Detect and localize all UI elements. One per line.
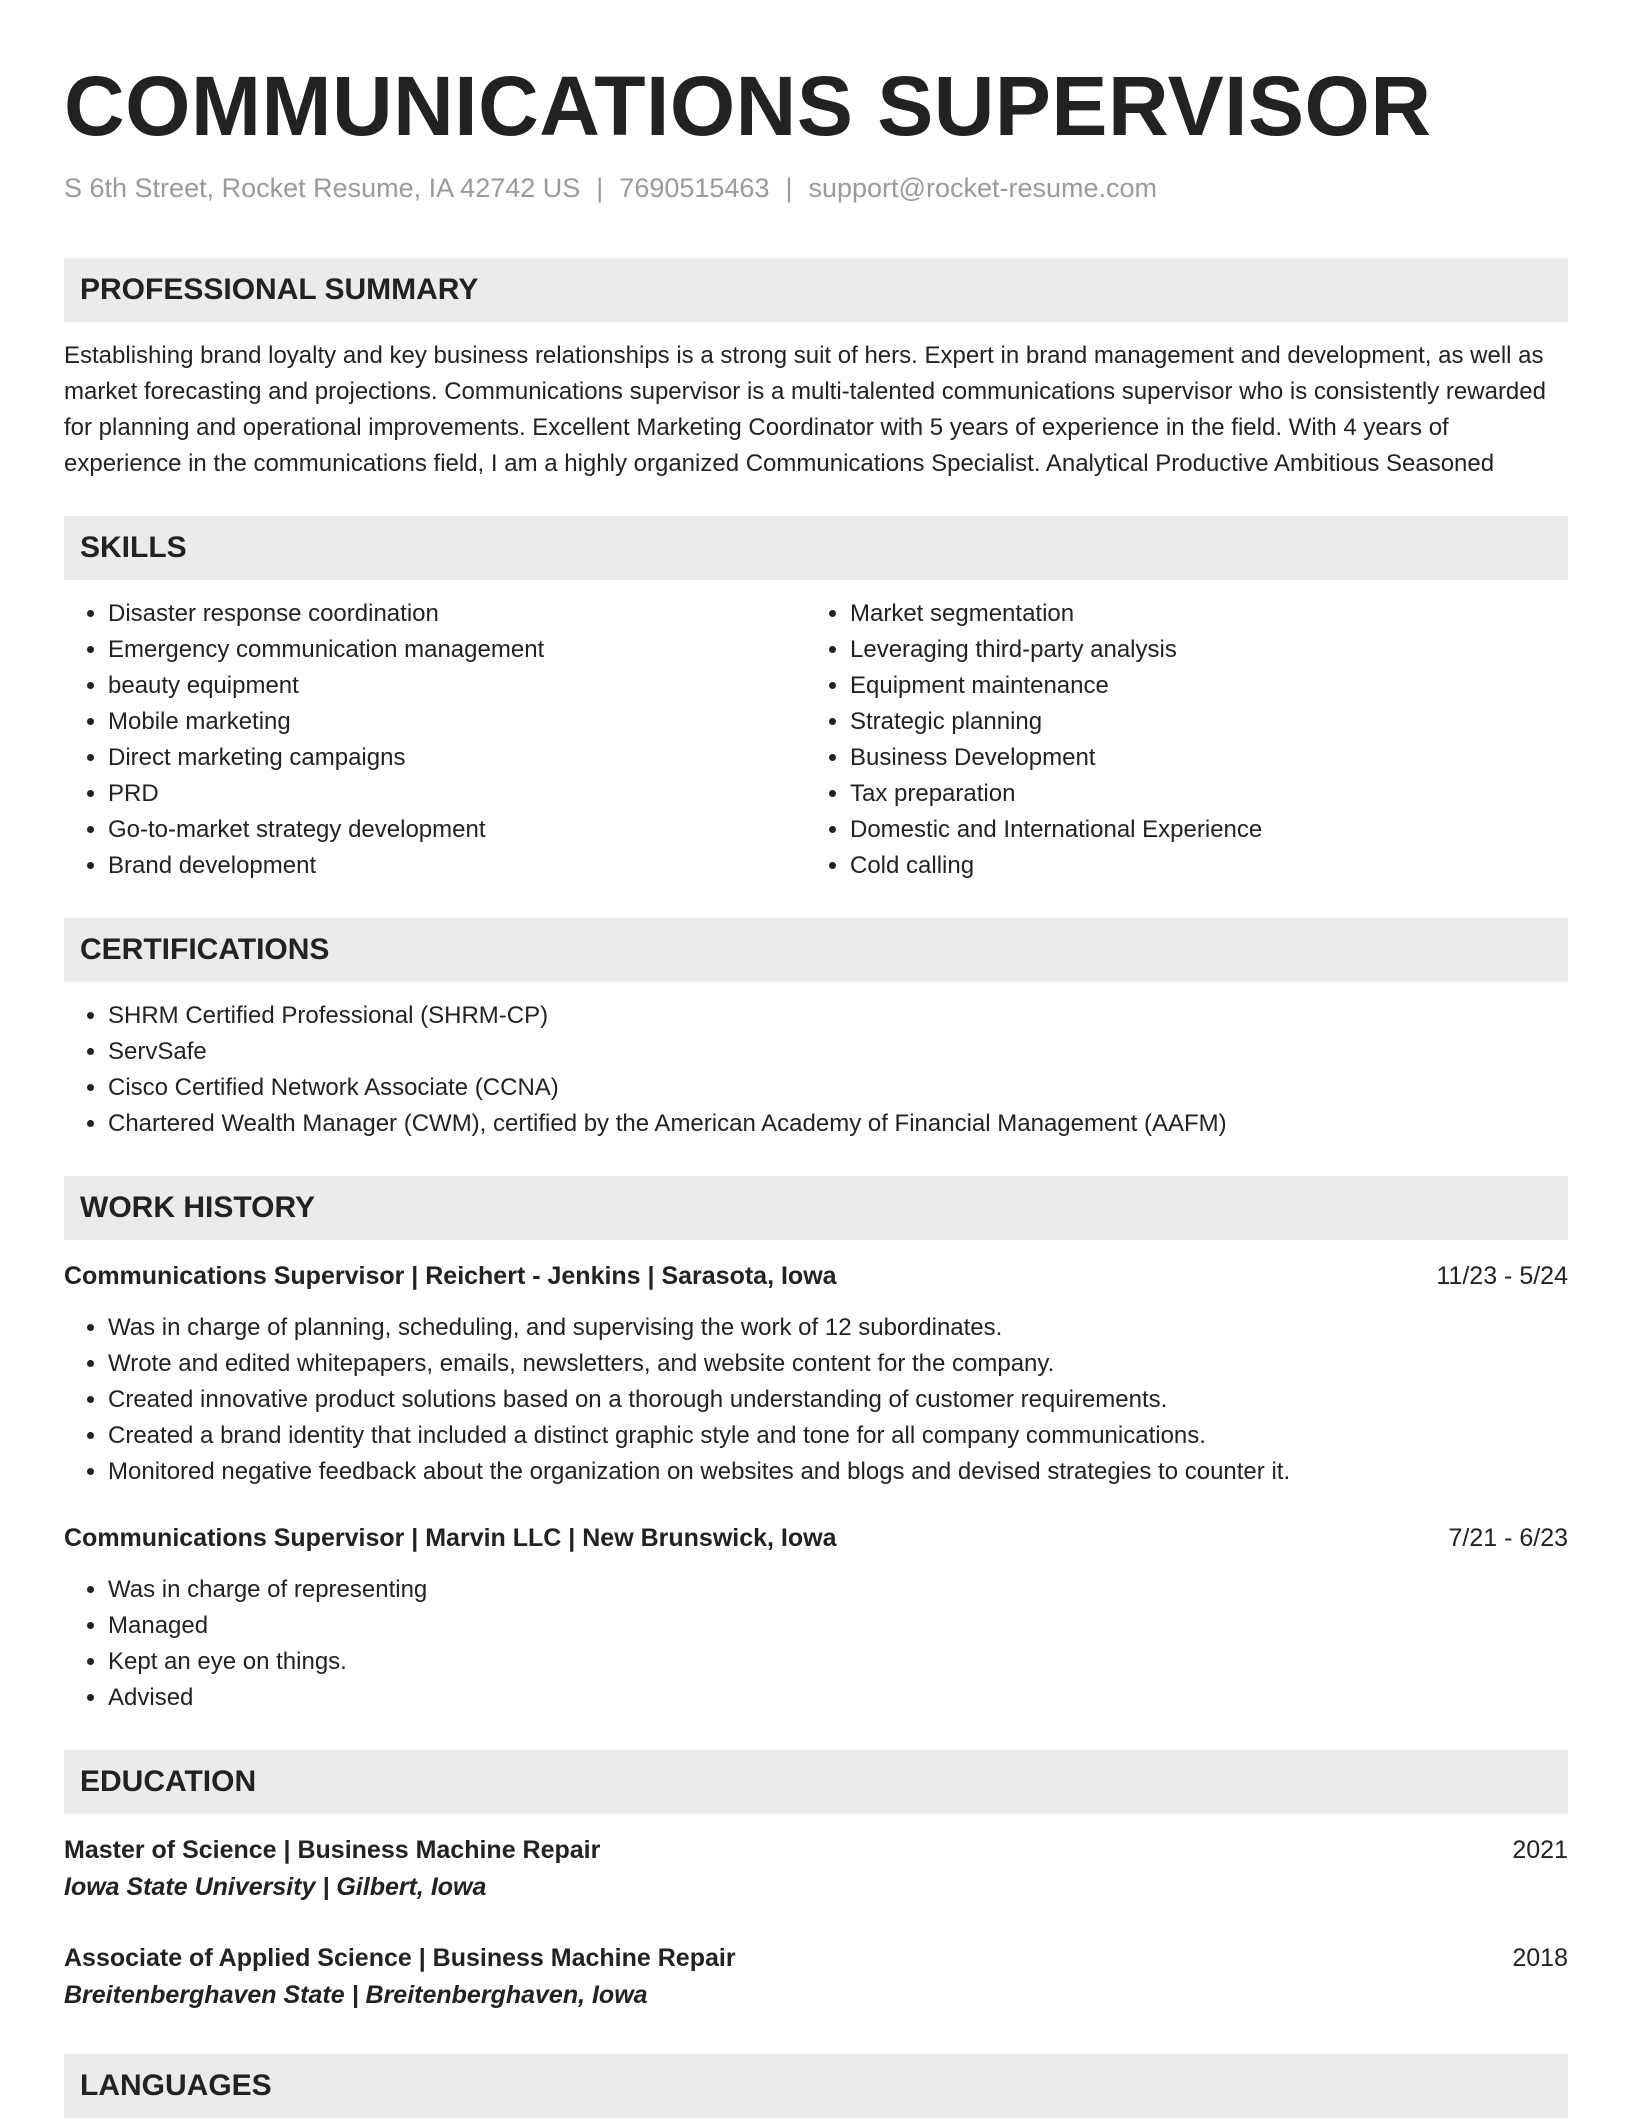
section-header-summary (64, 258, 1568, 322)
job-title: Communications Supervisor | Reichert - Jenkins | Sarasota, Iowa (64, 1262, 837, 1290)
skill-item: • Market segmentation (850, 596, 1548, 632)
contact-separator: | (596, 173, 604, 203)
skill-item: • Direct marketing campaigns (108, 740, 806, 776)
job-title: Communications Supervisor | Marvin LLC | New Brunswick, Iowa (64, 1524, 837, 1552)
section-title-certifications: CERTIFICATIONS (80, 933, 330, 966)
skills-list-left (64, 596, 806, 884)
education-header (64, 1940, 1568, 1976)
skill-item: • Strategic planning (850, 704, 1548, 740)
education-degree: Master of Science | Business Machine Repair (64, 1836, 601, 1864)
job-bullet: • Created a brand identity that included a distinct graphic style and tone for all company communications. (108, 1418, 1568, 1454)
skill-item: • Leveraging third-party analysis (850, 632, 1548, 668)
education-school: Iowa State University | Gilbert, Iowa (64, 1873, 487, 1901)
job-bullet: • Created innovative product solutions based on a thorough understanding of customer requirements. (108, 1382, 1568, 1418)
job-dates: 11/23 - 5/24 (1436, 1262, 1568, 1290)
job-bullets (64, 1310, 1568, 1490)
section-title-languages: LANGUAGES (80, 2069, 272, 2102)
section-title-work-history: WORK HISTORY (80, 1191, 316, 1224)
skill-item: • PRD (108, 776, 806, 812)
job-bullet: • Was in charge of planning, scheduling, and supervising the work of 12 subordinates. (108, 1310, 1568, 1346)
skill-item: • Business Development (850, 740, 1548, 776)
job-header (64, 1520, 1568, 1556)
contact-email: support@rocket-resume.com (808, 173, 1158, 203)
job-entry (64, 1258, 1568, 1490)
skill-item: • Equipment maintenance (850, 668, 1548, 704)
skill-item: • Go-to-market strategy development (108, 812, 806, 848)
job-bullet: • Was in charge of representing (108, 1572, 1568, 1608)
section-header-work-history (64, 1176, 1568, 1240)
contact-phone: 7690515463 (619, 173, 770, 203)
section-header-certifications (64, 918, 1568, 982)
job-bullet: • Monitored negative feedback about the organization on websites and blogs and devised strategies to counter it. (108, 1454, 1568, 1490)
job-bullets (64, 1572, 1568, 1716)
section-title-skills: SKILLS (80, 531, 187, 564)
education-year: 2018 (1512, 1944, 1568, 1972)
skill-item: • beauty equipment (108, 668, 806, 704)
section-header-education (64, 1750, 1568, 1814)
skill-item: • Mobile marketing (108, 704, 806, 740)
skill-item: • Brand development (108, 848, 806, 884)
skills-list-right (806, 596, 1548, 884)
education-school: Breitenberghaven State | Breitenberghaven, Iowa (64, 1981, 648, 2009)
skill-item: • Cold calling (850, 848, 1548, 884)
job-dates: 7/21 - 6/23 (1448, 1524, 1568, 1552)
skills-columns (64, 596, 1568, 884)
section-title-summary: PROFESSIONAL SUMMARY (80, 273, 479, 306)
skill-item: • Tax preparation (850, 776, 1548, 812)
education-entry (64, 1940, 1568, 2014)
section-header-skills (64, 516, 1568, 580)
education-header (64, 1832, 1568, 1868)
certifications-list (64, 998, 1568, 1142)
certification-item: • SHRM Certified Professional (SHRM-CP) (108, 998, 1568, 1034)
resume-name: COMMUNICATIONS SUPERVISOR (64, 59, 1432, 153)
job-bullet: • Advised (108, 1680, 1568, 1716)
section-header-languages (64, 2054, 1568, 2118)
skill-item: • Emergency communication management (108, 632, 806, 668)
summary-text: Establishing brand loyalty and key business relationships is a strong suit of hers. Expert in brand management and development, as well as market forecasting and projections. Communications supervisor is a multi-talented communications supervisor who is consistently rewarded for planning and operational improvements. Excellent Marketing Coordinator with 5 years of experience in the field. With 4 years of experience in the communications field, I am a highly organized Communications Specialist. Analytical Productive Ambitious Seasoned (64, 342, 1546, 477)
education-year: 2021 (1512, 1836, 1568, 1864)
contact-address: S 6th Street, Rocket Resume, IA 42742 US (64, 173, 581, 203)
job-header (64, 1258, 1568, 1294)
resume-page (64, 0, 1568, 2118)
education-degree: Associate of Applied Science | Business Machine Repair (64, 1944, 736, 1972)
education-entry (64, 1832, 1568, 1906)
contact-separator: | (785, 173, 793, 203)
skill-item: • Disaster response coordination (108, 596, 806, 632)
job-bullet: • Kept an eye on things. (108, 1644, 1568, 1680)
job-entry (64, 1520, 1568, 1716)
contact-line (64, 170, 1568, 206)
job-bullet: • Wrote and edited whitepapers, emails, newsletters, and website content for the company. (108, 1346, 1568, 1382)
skill-item: • Domestic and International Experience (850, 812, 1548, 848)
certification-item: • Chartered Wealth Manager (CWM), certified by the American Academy of Financial Management (AAFM) (108, 1106, 1568, 1142)
job-bullet: • Managed (108, 1608, 1568, 1644)
section-title-education: EDUCATION (80, 1765, 257, 1798)
certification-item: • ServSafe (108, 1034, 1568, 1070)
certification-item: • Cisco Certified Network Associate (CCNA) (108, 1070, 1568, 1106)
